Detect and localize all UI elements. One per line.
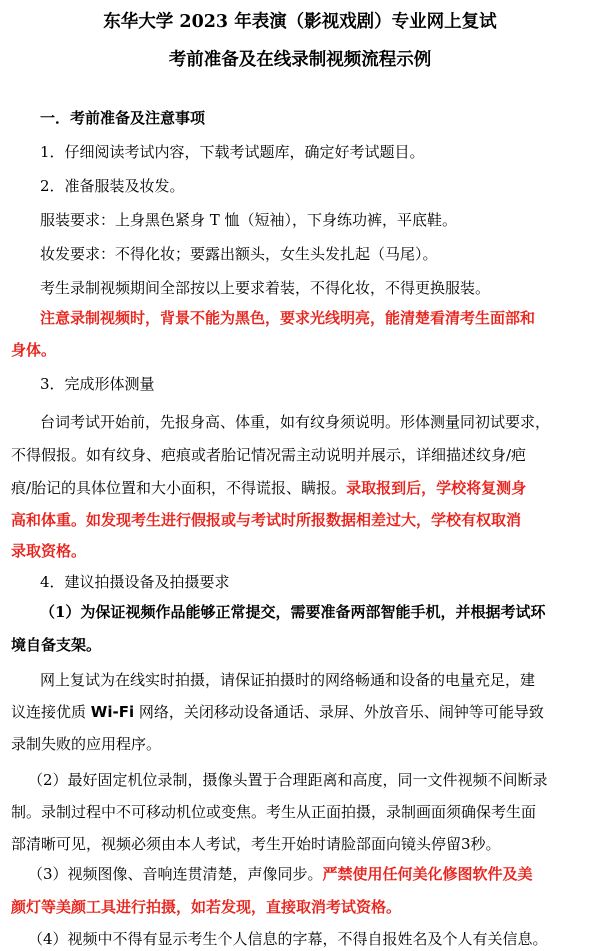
measurement-text-line-1: 台词考试开始前，先报身高、体重，如有纹身须说明。形体测量同初试要求， bbox=[40, 413, 551, 431]
measurement-text-line-3-plain: 痕/胎记的具体位置和大小面积，不得谎报、瞒报。 bbox=[11, 479, 347, 497]
requirement-1-line-2: 境自备支架。 bbox=[11, 636, 102, 654]
requirement-1-line-1: （1）为保证视频作品能够正常提交，需要准备两部智能手机，并根据考试环 bbox=[40, 603, 546, 621]
remeasure-warning-line-2: 高和体重。如发现考生进行假报或与考试时所报数据相差过大，学校有权取消 bbox=[11, 511, 522, 529]
wifi-term: Wi-Fi bbox=[90, 703, 135, 721]
requirement-2-line-3: 部清晰可见，视频必须由本人考试，考生开始时请脸部面向镜头停留3秒。 bbox=[11, 835, 501, 853]
background-warning-line-2: 身体。 bbox=[11, 341, 57, 359]
item-3-text: 3．完成形体测量 bbox=[40, 375, 155, 393]
network-text-line-3: 录制失败的应用程序。 bbox=[11, 735, 162, 753]
measurement-text-line-3 bbox=[11, 477, 591, 499]
dress-note: 考生录制视频期间全部按以上要求着装，不得化妆，不得更换服装。 bbox=[40, 279, 491, 297]
requirement-2-line-1: （2）最好固定机位录制，摄像头置于合理距离和高度，同一文件视频不间断录 bbox=[28, 771, 548, 789]
document-title-line-2: 考前准备及在线录制视频流程示例 bbox=[168, 50, 432, 70]
remeasure-warning-line-3: 录取资格。 bbox=[11, 542, 87, 560]
requirement-3-line-1 bbox=[28, 863, 600, 885]
costume-requirement: 服装要求：上身黑色紧身 T 恤（短袖），下身练功裤，平底鞋。 bbox=[40, 211, 458, 229]
document-title-line-1: 东华大学 2023 年表演（影视戏剧）专业网上复试 bbox=[103, 12, 497, 32]
item-1-text: 1．仔细阅读考试内容，下载考试题库，确定好考试题目。 bbox=[40, 143, 425, 161]
item-2-text: 2．准备服装及妆发。 bbox=[40, 177, 185, 195]
network-text-line-2-end: 网络，关闭移动设备通话、录屏、外放音乐、闹钟等可能导致 bbox=[134, 703, 544, 721]
requirement-2-line-2: 制。录制过程中不可移动机位或变焦。考生从正面拍摄，录制画面须确保考生面 bbox=[11, 803, 537, 821]
measurement-text-line-2: 不得假报。如有纹身、疤痕或者胎记情况需主动说明并展示，详细描述纹身/疤 bbox=[11, 446, 527, 464]
network-text-line-1: 网上复试为在线实时拍摄，请保证拍摄时的网络畅通和设备的电量充足，建 bbox=[40, 671, 536, 689]
remeasure-warning-start: 录取报到后，学校将复测身 bbox=[346, 479, 527, 497]
item-4-text: 4．建议拍摄设备及拍摄要求 bbox=[40, 573, 230, 591]
makeup-requirement: 妆发要求：不得化妆；要露出额头，女生头发扎起（马尾）。 bbox=[40, 245, 438, 263]
network-text-line-2-start: 议连接优质 bbox=[11, 703, 91, 721]
requirement-3-line-1-plain: （3）视频图像、音响连贯清楚，声像同步。 bbox=[28, 865, 323, 883]
network-text-line-2 bbox=[11, 701, 591, 723]
section-1-heading: 一．考前准备及注意事项 bbox=[40, 109, 206, 127]
beauty-filter-warning-line-2: 颜灯等美颜工具进行拍摄，如若发现，直接取消考试资格。 bbox=[11, 898, 402, 916]
beauty-filter-warning-start: 严禁使用任何美化修图软件及美 bbox=[322, 865, 533, 883]
requirement-4-line-1: （4）视频中不得有显示考生个人信息的字幕，不得自报姓名及个人有关信息。 bbox=[28, 930, 548, 948]
background-warning-line-1: 注意录制视频时，背景不能为黑色，要求光线明亮，能清楚看清考生面部和 bbox=[40, 309, 536, 327]
